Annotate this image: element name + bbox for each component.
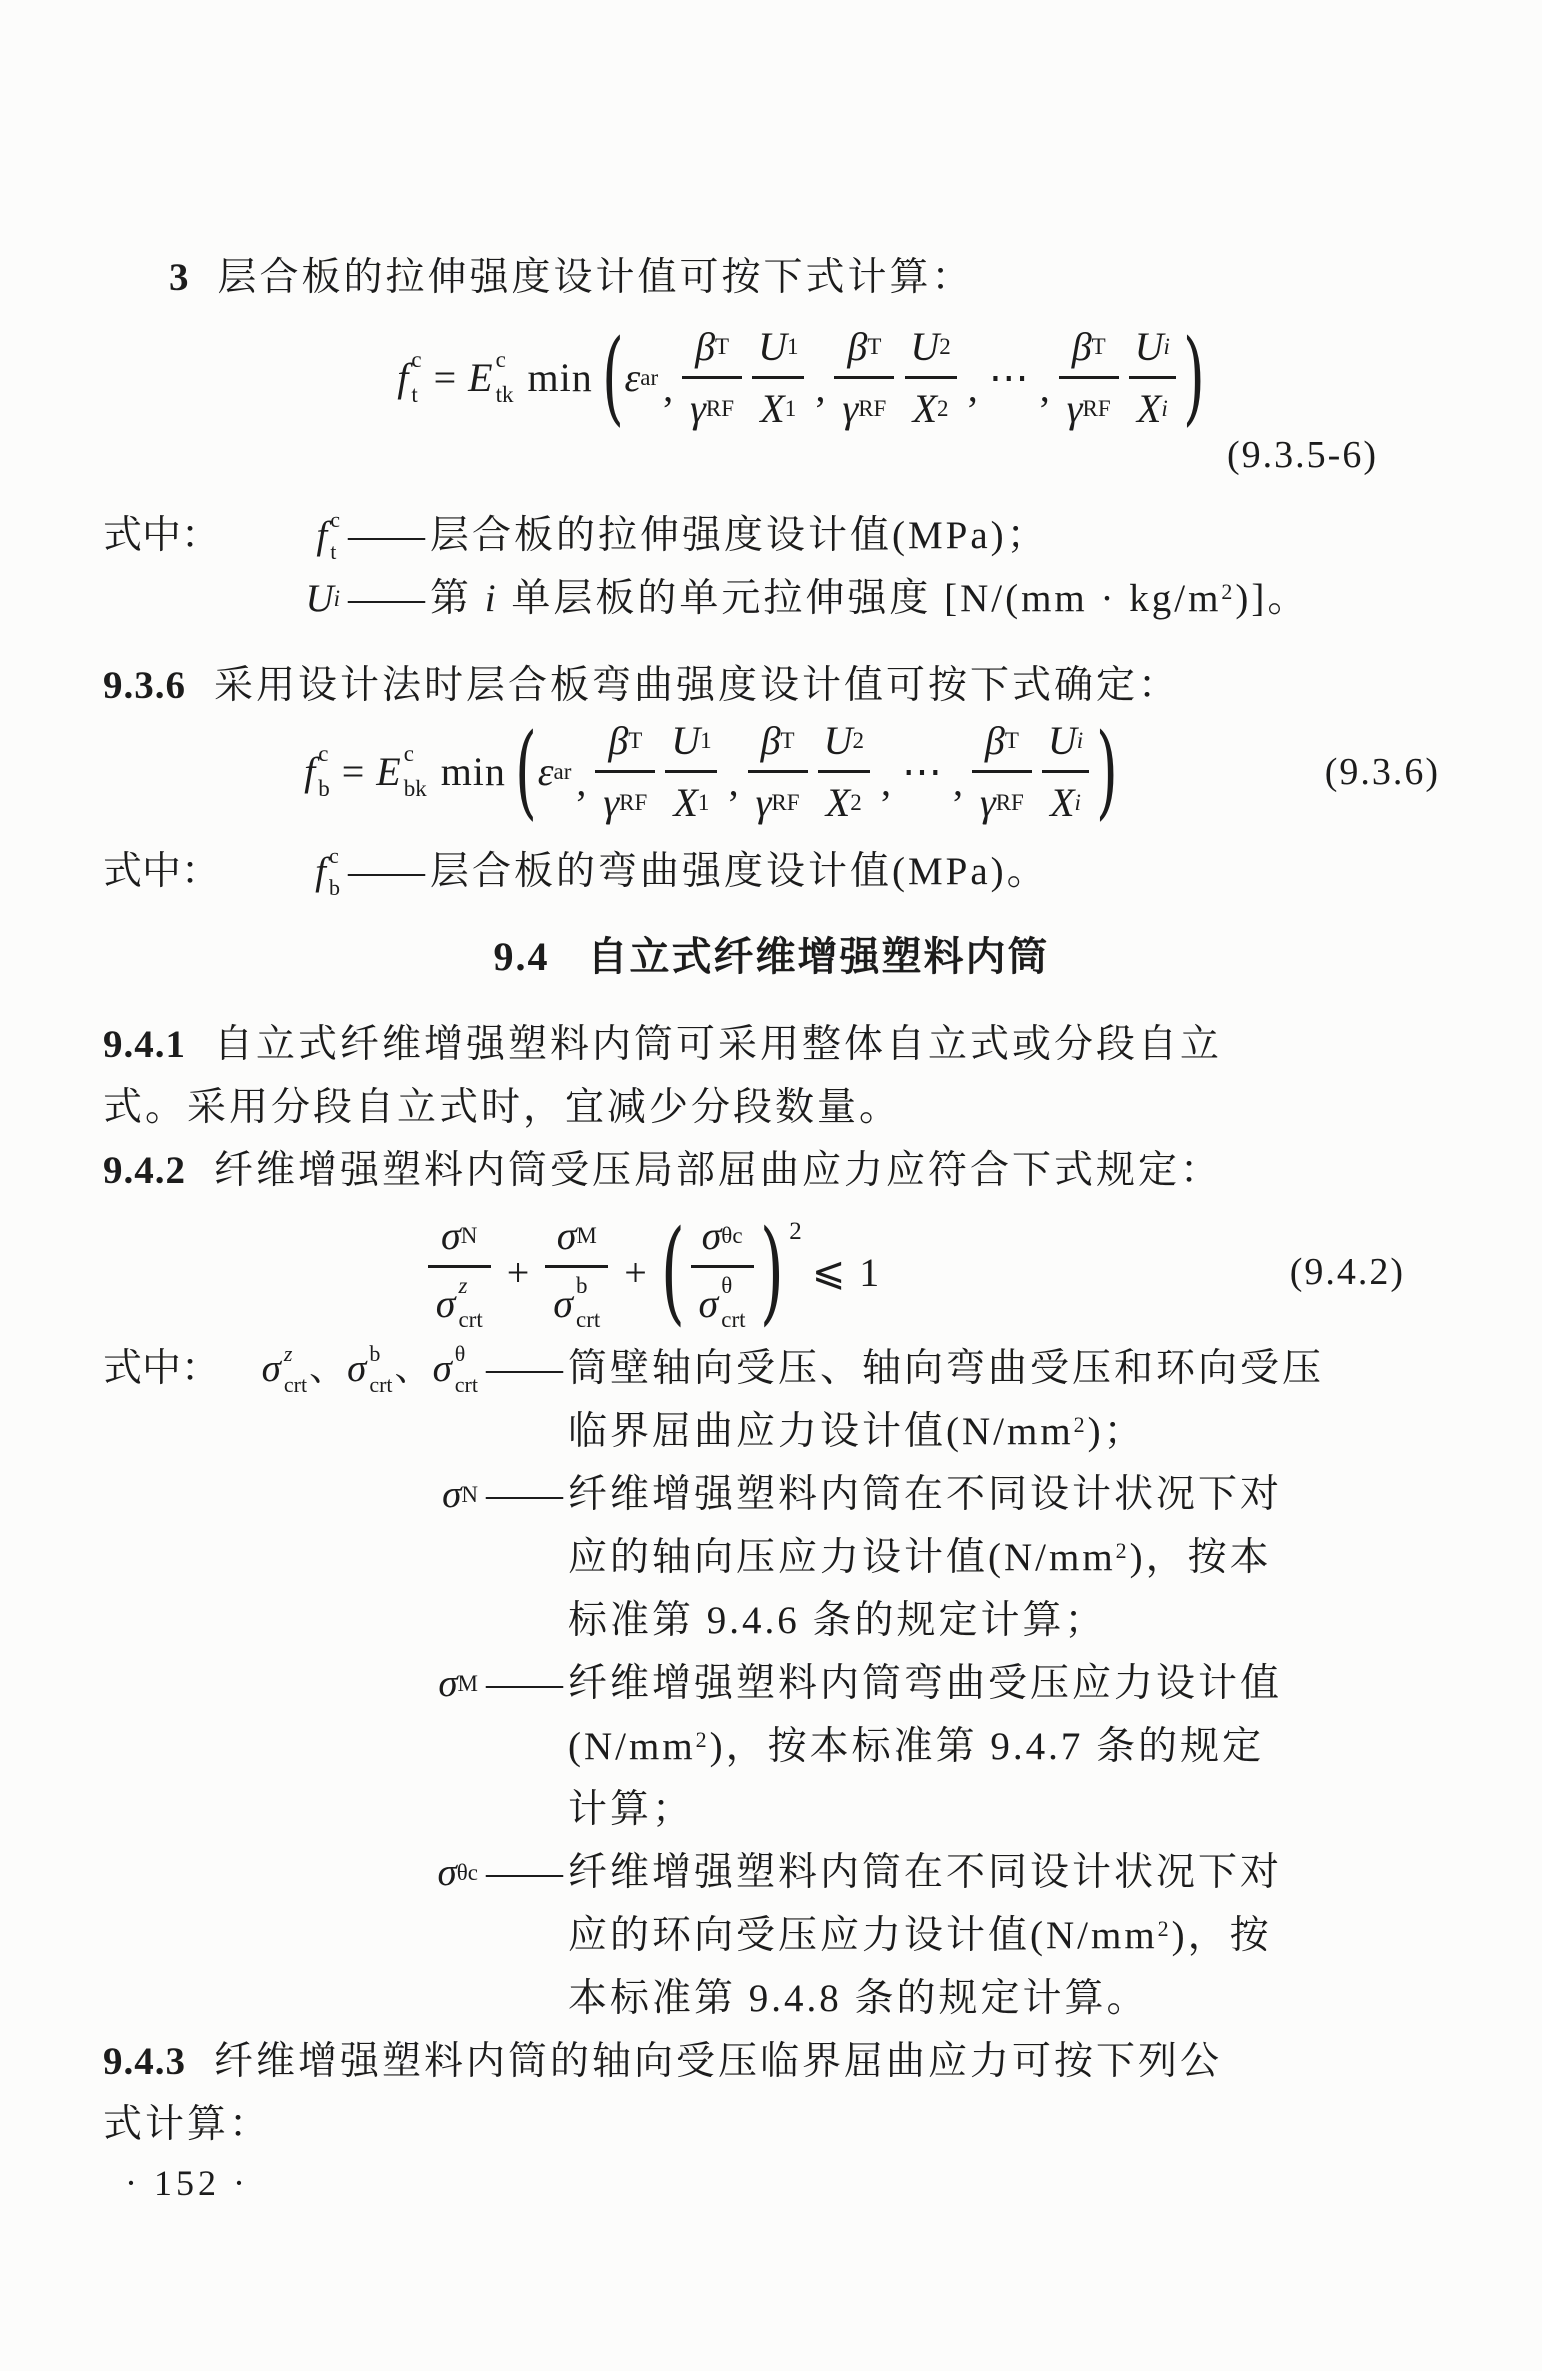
definition-entry [103, 1652, 1440, 1841]
fraction-u2-x2: U 2 X 2 [816, 717, 872, 826]
clause-text: 采用设计法时层合板弯曲强度设计值可按下式确定： [214, 664, 1181, 707]
comma: , [815, 365, 826, 410]
comma: , [728, 759, 739, 804]
definition-text: 纤维增强塑料内筒弯曲受压应力设计值 $(N/mm^2)$，按本标准第 9.4.7 条的规定 计算； [568, 1662, 1283, 1832]
comma: , [576, 759, 587, 804]
clause-line: 9.4.3 纤维增强塑料内筒的轴向受压临界屈曲应力可按下列公 [103, 2040, 1223, 2084]
plus-sign: + [506, 1249, 530, 1295]
where-label: 式中： [103, 514, 221, 557]
symbol-sigma-theta-c: σ θc [437, 1851, 478, 1895]
symbol-ui: U i [305, 577, 340, 620]
section-number: 9.4 [493, 934, 550, 979]
symbol-sigmaM: σ M [438, 1662, 478, 1706]
symbols-sigma-crt: σ z crt 、 σ b crt 、 σ θ crt [261, 1340, 478, 1397]
clause-9-4-3 [103, 2030, 1440, 2156]
formula-9-3-5-6 [103, 317, 1440, 437]
fraction-beta-gamma: β T γ RF [748, 717, 808, 826]
section-title: 自立式纤维增强塑料内筒 [587, 934, 1050, 979]
fraction-sigmaM: σ M σ b crt [545, 1212, 608, 1332]
definition-text: 纤维增强塑料内筒在不同设计状况下对 应的环向受压应力设计值$(N/mm^2)$，按 本标准第 9.4.8 条的规定计算。 [568, 1851, 1283, 2021]
definition-dash: —— [486, 1347, 562, 1391]
definition-dash: —— [486, 1473, 562, 1517]
term-column [103, 1463, 478, 1526]
open-paren: ( [660, 1206, 685, 1337]
item-number: 3 [169, 256, 190, 299]
lhs-fb: f c b [304, 741, 330, 801]
open-paren: ( [514, 711, 537, 831]
open-paren: ( [601, 317, 624, 437]
comma: , [880, 759, 891, 804]
fraction-ui-xi: U i X i [1040, 717, 1091, 826]
definition-text: 筒壁轴向受压、轴向弯曲受压和环向受压 临界屈曲应力设计值$(N/mm^2)$； [568, 1347, 1325, 1454]
rhs-E: E c tk [468, 347, 514, 407]
definition-entry [103, 1841, 1440, 2030]
fraction-sigma-theta: σ θc σ θ crt [691, 1212, 754, 1332]
fraction-beta-gamma: β T γ RF [834, 323, 894, 432]
where-block-1 [103, 504, 1440, 630]
definition-entry [103, 1463, 1440, 1652]
lhs-ft: f c t [397, 347, 422, 407]
symbol-sigmaN: σ N [442, 1473, 478, 1517]
where-block-3 [103, 1337, 1440, 2030]
equals-sign: = [433, 355, 457, 400]
where-label: 式中： [103, 1347, 221, 1391]
comma: , [967, 365, 978, 410]
fraction-u2-x2: U 2 X 2 [902, 323, 958, 432]
fraction-ui-xi: U i X i [1127, 323, 1178, 432]
clause-line: 式计算： [103, 2103, 272, 2147]
equation-number: (9.3.6) [1324, 750, 1440, 793]
term-column [103, 840, 340, 903]
where-block-2 [103, 840, 1440, 903]
fraction-beta-gamma: β T γ RF [1059, 323, 1119, 432]
clause-9-4-1 [103, 1013, 1440, 1139]
min-operator: min [440, 749, 506, 794]
equals-sign: = [341, 749, 365, 794]
term-column [103, 567, 340, 630]
definition-text: 第 i 单层板的单元拉伸强度 $[N/(mm \cdot kg/m^2)]$。 [430, 577, 1310, 620]
definition-text: 层合板的弯曲强度设计值(MPa)。 [430, 850, 1049, 893]
clause-number: 9.4.3 [103, 2040, 186, 2084]
clause-number: 9.3.6 [103, 664, 186, 707]
section-heading-9-4 [103, 925, 1440, 988]
close-paren: ) [1096, 711, 1118, 831]
fraction-sigmaN: σ N σ z crt [428, 1212, 491, 1332]
definition-dash: —— [486, 1851, 562, 1895]
formula-body [43, 711, 1380, 831]
comma: , [663, 365, 674, 410]
definition-dash: —— [348, 577, 424, 620]
clause-number: 9.4.2 [103, 1149, 186, 1192]
clause-number: 9.4.1 [103, 1023, 186, 1066]
definition-entry [103, 840, 1440, 903]
equation-number: (9.3.5-6) [1227, 434, 1378, 476]
clause-9-4-2 [103, 1139, 1440, 1202]
clause-line: 9.4.1 自立式纤维增强塑料内筒可采用整体自立式或分段自立 [103, 1023, 1223, 1066]
ellipsis: ⋯ [901, 749, 942, 794]
definition-dash: —— [348, 850, 424, 893]
item-text: 层合板的拉伸强度设计值可按下式计算： [217, 256, 974, 299]
equation-number: (9.4.2) [1289, 1251, 1405, 1294]
comma: , [1039, 365, 1050, 410]
definition-text: 纤维增强塑料内筒在不同设计状况下对 应的轴向压应力设计值$(N/mm^2)$，按本 标准第 9.4.6 条的规定计算； [568, 1473, 1283, 1643]
term-column [103, 504, 340, 567]
definition-entry [103, 504, 1440, 567]
definition-entry [103, 567, 1440, 630]
epsilon-ar: ε ar [624, 355, 659, 400]
definition-dash: —— [486, 1662, 562, 1706]
value-one: 1 [859, 1249, 880, 1295]
ellipsis: ⋯ [988, 355, 1029, 400]
clause-text: 纤维增强塑料内筒受压局部屈曲应力应符合下式规定： [214, 1149, 1223, 1192]
clause-item-3 [103, 246, 1440, 309]
fraction-beta-gamma: β T γ RF [682, 323, 742, 432]
fraction-beta-gamma: β T γ RF [595, 717, 655, 826]
fraction-u1-x1: U 1 X 1 [750, 323, 806, 432]
definition-text: 层合板的拉伸强度设计值(MPa)； [430, 514, 1049, 557]
equation-number-line [103, 432, 1440, 486]
plus-sign: + [624, 1249, 647, 1295]
clause-line: 式。采用分段自立式时，宜减少分段数量。 [103, 1086, 902, 1129]
rhs-E: E c bk [376, 741, 427, 801]
formula-9-3-6 [103, 711, 1440, 831]
less-equal-sign: ⩽ [811, 1249, 846, 1296]
formula-body [133, 317, 1470, 437]
symbol-ft: f c t [316, 507, 340, 564]
epsilon-ar: ε ar [537, 749, 572, 794]
exponent-2: 2 [789, 1218, 802, 1246]
term-column [103, 1652, 478, 1715]
term-column [103, 1841, 478, 1904]
fraction-u1-x1: U 1 X 1 [663, 717, 719, 826]
formula-9-4-2 [103, 1206, 1440, 1337]
min-operator: min [527, 355, 593, 400]
symbol-fb: f c b [315, 843, 340, 900]
where-label: 式中： [103, 850, 221, 893]
definition-dash: —— [348, 514, 424, 557]
close-paren: ) [759, 1206, 784, 1337]
fraction-beta-gamma: β T γ RF [972, 717, 1032, 826]
page-number: · 152 · [125, 2163, 249, 2204]
term-column [103, 1337, 478, 1400]
close-paren: ) [1182, 317, 1205, 437]
clause-9-3-6 [103, 654, 1440, 717]
formula-body [0, 1206, 1320, 1337]
comma: , [952, 759, 963, 804]
definition-entry [103, 1337, 1440, 1463]
